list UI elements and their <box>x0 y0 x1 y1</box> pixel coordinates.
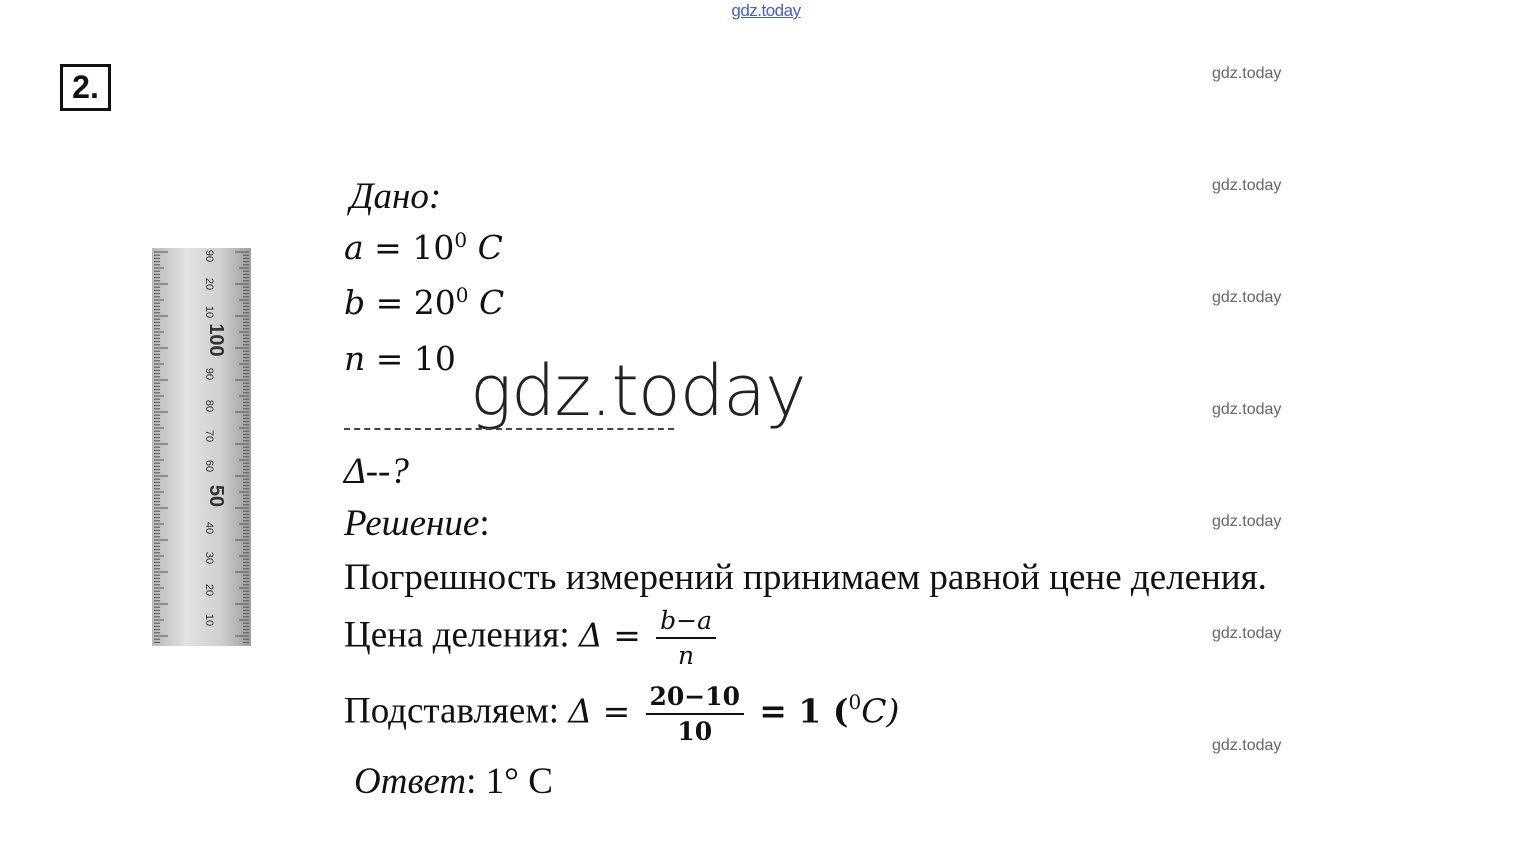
solution-heading-text: Решение <box>344 503 480 544</box>
ruler-label: 100 <box>205 323 227 357</box>
ruler-label: 10 <box>203 613 215 627</box>
exp-b: 0 <box>455 283 469 307</box>
side-watermark: gdz.today <box>1212 625 1282 642</box>
price-line: Цена деления: Δ = $\frac{b-a}{n}$ <box>344 606 722 670</box>
solution-heading-colon: : <box>479 503 490 544</box>
unit-b: C <box>479 283 505 322</box>
answer-line <box>354 760 553 803</box>
var-a: a <box>344 228 364 267</box>
value-a: 10 <box>412 228 455 267</box>
ruler-image <box>152 248 252 646</box>
given-heading: Дано: <box>350 176 442 217</box>
watermark-center: gdz.today <box>470 350 806 432</box>
value-b: 20 <box>413 283 456 322</box>
given-n: n = 10 <box>344 339 456 378</box>
fraction-denominator: 10 <box>677 717 713 746</box>
ruler-label: 90 <box>203 249 215 263</box>
ruler-label: 40 <box>203 521 215 535</box>
side-watermark: gdz.today <box>1212 513 1282 530</box>
find-line: Δ--? <box>344 451 409 492</box>
ruler-label: 10 <box>203 305 215 319</box>
subst-exp: 0 <box>848 690 862 715</box>
problem-number: 2. <box>60 64 111 111</box>
fraction-numerator: 20−10 <box>646 682 745 715</box>
side-watermark: gdz.today <box>1212 737 1282 754</box>
ruler-label: 70 <box>203 429 215 443</box>
given-a: $a = 10^0$ C <box>344 228 503 267</box>
price-label: Цена деления: <box>344 614 570 656</box>
watermark-top: gdz.today <box>731 1 801 20</box>
answer-value: : 1° С <box>466 761 553 802</box>
solution-statement: Погрешность измерений принимаем равной цене деления. <box>344 557 1267 598</box>
ruler-label: 90 <box>203 367 215 381</box>
ruler-label: 80 <box>203 399 215 413</box>
exp-a: 0 <box>454 228 468 252</box>
fraction-denominator: n <box>678 641 695 670</box>
side-watermark: gdz.today <box>1212 177 1282 194</box>
given-b: $b = 20^0$ C <box>344 283 505 322</box>
ruler-label: 60 <box>203 459 215 473</box>
delta-symbol: Δ <box>578 615 603 655</box>
value-n: 10 <box>413 339 456 378</box>
price-fraction <box>656 606 716 670</box>
solution-heading <box>344 502 490 545</box>
subst-fraction <box>646 682 745 746</box>
side-watermark: gdz.today <box>1212 401 1282 418</box>
var-b: b <box>344 283 366 322</box>
subst-line: Подставляем: Δ = $\frac{20-10}{10}$ = 1 ($^0$C) <box>344 682 900 746</box>
side-watermark: gdz.today <box>1212 65 1282 82</box>
ruler-label: 20 <box>203 277 215 291</box>
ruler-label: 30 <box>203 551 215 565</box>
unit-a: C <box>477 228 503 267</box>
separator-line <box>344 428 674 430</box>
delta-symbol: Δ <box>568 691 593 731</box>
subst-result: = 1 ( <box>759 691 849 731</box>
fraction-numerator: b−a <box>656 606 716 639</box>
ruler-label: 50 <box>205 484 227 508</box>
subst-label: Подставляем: <box>344 690 560 732</box>
side-watermark: gdz.today <box>1212 289 1282 306</box>
ruler-label: 20 <box>203 583 215 597</box>
answer-label: Ответ <box>354 761 467 802</box>
subst-unit: C) <box>861 691 900 731</box>
var-n: n <box>344 339 366 378</box>
